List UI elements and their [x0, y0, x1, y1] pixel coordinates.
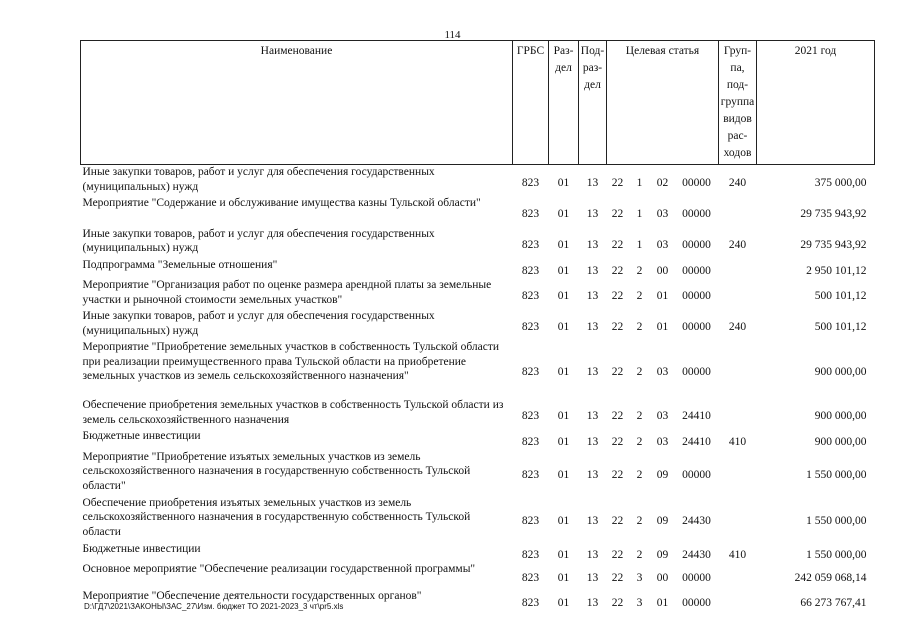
- row-razdel: 01: [557, 597, 570, 610]
- row-amount: 900 000,00: [814, 436, 867, 448]
- row-target-event: 03: [656, 436, 669, 448]
- row-name: Иные закупки товаров, работ и услуг для обеспечения государственных (муниципальных) нужд: [82, 310, 435, 337]
- row-podrazdel: 13: [586, 365, 599, 378]
- row-expense-type: [719, 398, 757, 429]
- row-target-program: 22: [611, 238, 624, 251]
- row-grbs: 823: [521, 515, 540, 528]
- table-row: [81, 398, 875, 429]
- row-target-direction: 00000: [682, 177, 711, 189]
- row-podrazdel: 13: [586, 597, 599, 610]
- row-amount: 242 059 068,14: [794, 572, 867, 585]
- row-grbs: 823: [521, 321, 540, 334]
- row-podrazdel: 13: [586, 436, 599, 448]
- row-target-program: 22: [611, 264, 624, 277]
- row-name: Обеспечение приобретения земельных участков в собственность Тульской области из земель сельскохозяйственного назначения: [82, 399, 504, 426]
- row-grbs: 823: [521, 572, 540, 585]
- row-target-subprogram: 2: [636, 365, 643, 378]
- row-expense-type: 410: [728, 548, 747, 561]
- row-target-subprogram: 3: [636, 597, 643, 610]
- footer-file-path: D:\ГД7\2021\ЗАКОНЫ\ЗАС_27\Изм. бюджет ТО 2021-2023_3 чт\pr5.xls: [84, 602, 344, 611]
- header-target: Целевая статья: [607, 41, 719, 165]
- row-podrazdel: 13: [586, 290, 599, 303]
- table-row: [81, 562, 875, 589]
- row-target-event: 01: [656, 321, 669, 334]
- row-razdel: 01: [557, 365, 570, 378]
- row-podrazdel: 13: [586, 469, 599, 482]
- row-target-program: 22: [611, 436, 624, 448]
- row-podrazdel: 13: [586, 264, 599, 277]
- row-name: Иные закупки товаров, работ и услуг для обеспечения государственных (муниципальных) нужд: [82, 166, 435, 193]
- row-name: Основное мероприятие "Обеспечение реализации государственной программы": [82, 563, 476, 575]
- row-podrazdel: 13: [586, 410, 599, 423]
- row-grbs: 823: [521, 548, 540, 561]
- row-target-subprogram: 1: [636, 177, 643, 189]
- row-target-program: 22: [611, 207, 624, 220]
- row-target-direction: 24410: [682, 436, 711, 448]
- row-razdel: 01: [557, 321, 570, 334]
- row-razdel: 01: [557, 238, 570, 251]
- row-target-subprogram: 2: [636, 515, 643, 528]
- row-target-direction: 00000: [682, 597, 711, 610]
- table-row: [81, 542, 875, 563]
- row-expense-type: [719, 450, 757, 496]
- row-target-program: 22: [611, 290, 624, 303]
- row-expense-type: 410: [728, 436, 747, 448]
- row-grbs: 823: [521, 290, 540, 303]
- row-expense-type: [719, 278, 757, 309]
- row-podrazdel: 13: [586, 321, 599, 334]
- row-amount: 375 000,00: [814, 177, 867, 189]
- row-target-event: 03: [656, 365, 669, 378]
- row-expense-type: 240: [728, 321, 747, 334]
- row-target-subprogram: 2: [636, 548, 643, 561]
- row-name: Мероприятие "Содержание и обслуживание имущества казны Тульской области": [82, 196, 481, 209]
- header-group: Груп-па, под-группа видов рас-ходов: [719, 41, 757, 165]
- row-name: Подпрограмма "Земельные отношения": [82, 258, 278, 271]
- row-target-direction: 00000: [682, 290, 711, 303]
- header-podrazdel: Под-раз-дел: [579, 41, 607, 165]
- table-row: [81, 196, 875, 227]
- row-target-program: 22: [611, 548, 624, 561]
- row-target-direction: 00000: [682, 572, 711, 585]
- row-target-event: 09: [656, 469, 669, 482]
- row-amount: 900 000,00: [814, 410, 867, 423]
- page-number: 114: [444, 29, 461, 41]
- row-target-direction: 24430: [682, 548, 711, 561]
- row-target-event: 03: [656, 207, 669, 220]
- row-target-direction: 00000: [682, 207, 711, 220]
- row-amount: 500 101,12: [814, 290, 867, 303]
- row-target-direction: 00000: [682, 321, 711, 334]
- row-target-subprogram: 2: [636, 290, 643, 303]
- table-row: [81, 258, 875, 279]
- table-row: [81, 278, 875, 309]
- row-target-subprogram: 1: [636, 207, 643, 220]
- row-target-event: 03: [656, 238, 669, 251]
- row-name: Иные закупки товаров, работ и услуг для обеспечения государственных (муниципальных) нужд: [82, 227, 435, 254]
- row-target-subprogram: 2: [636, 264, 643, 277]
- row-name: Мероприятие "Приобретение изъятых земельных участков из земель сельскохозяйственного назначения в государственную собственность Тульской области": [82, 450, 471, 492]
- row-podrazdel: 13: [586, 177, 599, 189]
- row-amount: 29 735 943,92: [800, 207, 867, 220]
- row-target-program: 22: [611, 572, 624, 585]
- row-target-event: 01: [656, 597, 669, 610]
- row-razdel: 01: [557, 290, 570, 303]
- row-razdel: 01: [557, 572, 570, 585]
- row-expense-type: [719, 340, 757, 398]
- row-target-direction: 24430: [682, 515, 711, 528]
- row-grbs: 823: [521, 597, 540, 610]
- row-amount: 1 550 000,00: [806, 548, 867, 561]
- header-razdel: Раз-дел: [549, 41, 579, 165]
- row-target-subprogram: 2: [636, 321, 643, 334]
- row-razdel: 01: [557, 410, 570, 423]
- row-razdel: 01: [557, 264, 570, 277]
- row-target-event: 00: [656, 264, 669, 277]
- row-target-subprogram: 1: [636, 238, 643, 251]
- row-grbs: 823: [521, 207, 540, 220]
- row-expense-type: [719, 196, 757, 227]
- row-target-subprogram: 2: [636, 469, 643, 482]
- row-target-program: 22: [611, 469, 624, 482]
- row-grbs: 823: [521, 177, 540, 189]
- row-target-subprogram: 2: [636, 436, 643, 448]
- row-grbs: 823: [521, 365, 540, 378]
- row-target-program: 22: [611, 321, 624, 334]
- row-name: Бюджетные инвестиции: [82, 430, 201, 442]
- row-expense-type: [719, 562, 757, 589]
- row-target-program: 22: [611, 365, 624, 378]
- row-amount: 29 735 943,92: [800, 238, 867, 251]
- row-name: Мероприятие "Приобретение земельных участков в собственность Тульской области при реализации преимущественного права Тульской области на приобретение земельных участков из земель сельскохозяйственного назначения": [82, 341, 500, 382]
- budget-table: [80, 40, 875, 612]
- row-podrazdel: 13: [586, 572, 599, 585]
- row-podrazdel: 13: [586, 238, 599, 251]
- row-target-event: 09: [656, 515, 669, 528]
- row-expense-type: [719, 496, 757, 542]
- table-row: [81, 429, 875, 450]
- row-razdel: 01: [557, 177, 570, 189]
- row-name: Обеспечение приобретения изъятых земельных участков из земель сельскохозяйственного назначения в государственную собственность Тульской области: [82, 496, 471, 538]
- row-razdel: 01: [557, 469, 570, 482]
- row-target-subprogram: 2: [636, 410, 643, 423]
- row-expense-type: 240: [728, 177, 747, 189]
- table-row: [81, 340, 875, 398]
- row-grbs: 823: [521, 436, 540, 448]
- row-name: Бюджетные инвестиции: [82, 542, 201, 555]
- header-grbs: ГРБС: [513, 41, 549, 165]
- row-target-event: 03: [656, 410, 669, 423]
- row-target-event: 02: [656, 177, 669, 189]
- row-grbs: 823: [521, 469, 540, 482]
- row-target-subprogram: 3: [636, 572, 643, 585]
- row-grbs: 823: [521, 238, 540, 251]
- row-grbs: 823: [521, 410, 540, 423]
- row-expense-type: [719, 258, 757, 279]
- row-podrazdel: 13: [586, 207, 599, 220]
- row-podrazdel: 13: [586, 515, 599, 528]
- table-row: [81, 165, 875, 196]
- row-target-direction: 00000: [682, 264, 711, 277]
- row-razdel: 01: [557, 436, 570, 448]
- row-amount: 66 273 767,41: [800, 597, 867, 610]
- row-target-event: 00: [656, 572, 669, 585]
- table-row: [81, 309, 875, 340]
- row-target-event: 01: [656, 290, 669, 303]
- row-target-direction: 00000: [682, 365, 711, 378]
- row-target-direction: 00000: [682, 238, 711, 251]
- table-row: [81, 450, 875, 496]
- row-razdel: 01: [557, 515, 570, 528]
- row-podrazdel: 13: [586, 548, 599, 561]
- row-target-direction: 24410: [682, 410, 711, 423]
- row-razdel: 01: [557, 207, 570, 220]
- row-expense-type: [719, 589, 757, 612]
- row-amount: 2 950 101,12: [806, 264, 867, 277]
- row-target-event: 09: [656, 548, 669, 561]
- row-name: Мероприятие "Обеспечение деятельности государственных органов": [82, 590, 422, 602]
- row-name: Мероприятие "Организация работ по оценке размера арендной платы за земельные участки и рыночной стоимости земельных участков": [82, 279, 492, 306]
- row-amount: 1 550 000,00: [806, 469, 867, 482]
- table-row: [81, 227, 875, 258]
- row-target-program: 22: [611, 177, 624, 189]
- table-row: [81, 496, 875, 542]
- row-target-direction: 00000: [682, 469, 711, 482]
- row-razdel: 01: [557, 548, 570, 561]
- header-name: Наименование: [81, 41, 513, 165]
- row-grbs: 823: [521, 264, 540, 277]
- row-expense-type: 240: [728, 238, 747, 251]
- row-target-program: 22: [611, 410, 624, 423]
- row-amount: 900 000,00: [814, 365, 867, 378]
- row-amount: 500 101,12: [814, 321, 867, 334]
- header-year: 2021 год: [757, 41, 875, 165]
- row-target-program: 22: [611, 597, 624, 610]
- row-amount: 1 550 000,00: [806, 515, 867, 528]
- row-target-program: 22: [611, 515, 624, 528]
